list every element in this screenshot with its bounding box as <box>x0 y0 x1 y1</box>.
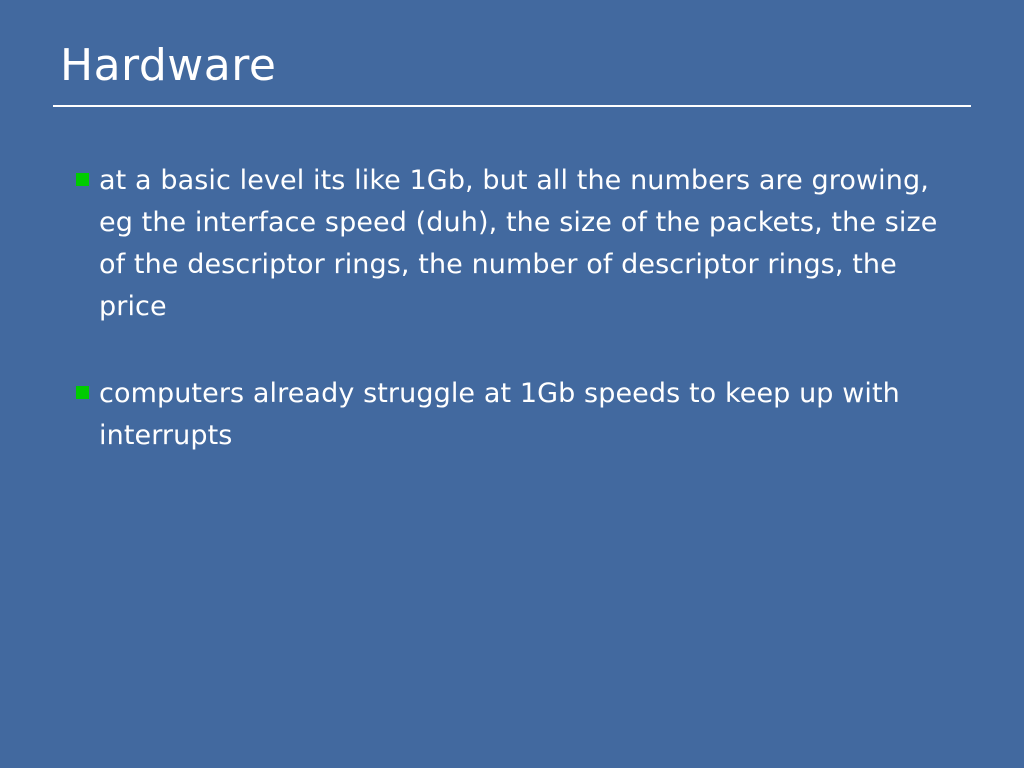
page-title: Hardware <box>60 40 277 91</box>
square-bullet-icon <box>76 386 89 399</box>
square-bullet-icon <box>76 173 89 186</box>
list-item <box>76 160 966 327</box>
title-divider <box>53 105 971 107</box>
list-item-text: at a basic level its like 1Gb, but all the numbers are growing, eg the interface speed (duh), the size of the packets, the size of the descriptor rings, the number of descriptor rings, the price <box>99 165 938 322</box>
list-item-text: computers already struggle at 1Gb speeds to keep up with interrupts <box>99 378 900 452</box>
bullet-list <box>76 160 966 503</box>
list-item <box>76 373 966 457</box>
